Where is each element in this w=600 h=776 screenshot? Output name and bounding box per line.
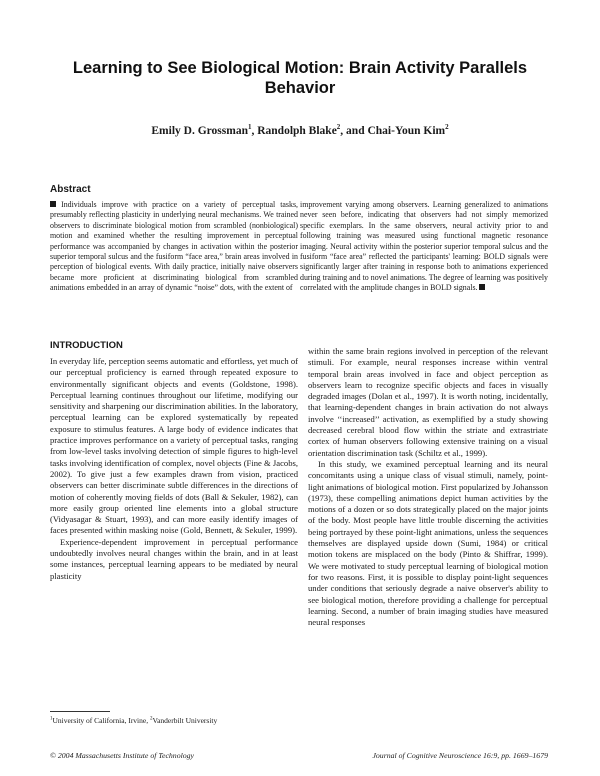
paragraph: Experience-dependent improvement in perceptual performance undoubtedly involves neural changes within the brain, and in at least some instances, perceptual learning appears to be mediated by neural plasticity bbox=[50, 536, 298, 581]
abstract-text-left: Individuals improve with practice on a variety of perceptual tasks, presumably reflecting plasticity in underlying neural mechanisms. We trained observers to discriminate biological motion from scrambled (nonbiological) motion and examined whether the resulting improvement in perceptual performance was accompanied by changes in activation within the posterior superior temporal sulcus and the fusiform “face area,” brain areas involved in perception of biological events. With daily practice, initially naive observers became more proficient at discriminating biological from scrambled animations embedded in an array of dynamic “noise” dots, with the extent of bbox=[50, 200, 298, 293]
paragraph: within the same brain regions involved in perception of the relevant stimuli. For example, neural responses increase within ventral temporal brain areas involved in face and object perception as observers learn to recognize specific objects and faces in visually degraded images (Dolan et al., 1997). It is worth noting, incidentally, that learning-dependent changes in brain activation do not always involve ‘‘increased’’ activation, as exemplified by a study showing decreased cerebral blood flow within the striate and extrastriate cortex of human observers following extensive training on a visual orientation discrimination task (Schiltz et al., 1999). bbox=[308, 346, 548, 458]
author-name: Randolph Blake bbox=[257, 124, 337, 137]
introduction-heading: INTRODUCTION bbox=[50, 340, 123, 351]
journal-citation-footer: Journal of Cognitive Neuroscience 16:9, pp. 1669–1679 bbox=[372, 751, 548, 760]
paper-title: Learning to See Biological Motion: Brain Activity Parallels Behavior bbox=[72, 59, 528, 97]
abstract-text-right: improvement varying among observers. Learning generalized to animations never seen before, indicating that observers had not simply memorized specific exemplars. In the same observers, neural activity prior to and following training was measured using functional magnetic resonance imaging. Neural activity within the posterior superior temporal sulcus and the fusiform “face area” reflected the participants' learning: BOLD signals were significantly larger after training in response both to animations experienced during training and to novel animations. The degree of learning was positively correlated with the amplitude changes in BOLD signals. bbox=[300, 200, 548, 293]
footnote-rule bbox=[50, 711, 110, 712]
affiliation-mark: 1 bbox=[247, 123, 252, 131]
affiliation-mark: 2 bbox=[336, 123, 341, 131]
body-right-column bbox=[308, 346, 548, 628]
end-square-icon bbox=[479, 284, 485, 290]
footnote-text: University of California, Irvine, bbox=[52, 716, 150, 725]
copyright-footer: © 2004 Massachusetts Institute of Technology bbox=[50, 751, 195, 760]
paragraph: In everyday life, perception seems automatic and effortless, yet much of our perceptual proficiency is earned through repeated exposure to environmentally significant objects and events (Goldstone, 1998). Perceptual learning continues throughout our lifetime, modifying our sensitivity and sharpening our discrimination abilities. In the laboratory, perceptual learning can be explored systematically by repeated exposure to stimulus features. A large body of evidence indicates that practice improves performance on a variety of perceptual tasks, ranging from low-level tasks involving detection of simple figures to high-level tasks involving identification of complex, novel objects (Fine & Jacobs, 2002). To give just a few examples drawn from vision, practiced observers can better discriminate subtle differences in the directions of motion of coherently moving fields of dots (Ball & Sekuler, 1982), can more easily group oriented line elements into a global structure (Vidyasagar & Stuart, 1993), and can more easily identify images of faces presented within masking noise (Gold, Bennett, & Sekuler, 1999). bbox=[50, 356, 299, 536]
affiliation-footnote bbox=[50, 716, 217, 725]
abstract-right-column bbox=[300, 200, 548, 294]
affiliation-mark: 2 bbox=[445, 123, 449, 131]
author-separator: , and bbox=[340, 124, 368, 137]
footnote-mark: 1 bbox=[50, 716, 53, 722]
author-list bbox=[60, 123, 540, 137]
start-square-icon bbox=[50, 201, 56, 207]
body-left-column bbox=[50, 356, 298, 582]
footnote-mark: 2 bbox=[149, 716, 153, 722]
paragraph: In this study, we examined perceptual learning and its neural concomitants using a unique class of visual stimuli, namely, point-light animations of biological motion. First popularized by Johansson (1973), these compelling animations depict human activities by the motions of a dozen or so dots strategically placed on the major joints of the body. Most people have little trouble discerning the activities being portrayed by these point-light animations, unless the sequences themselves are displayed upside down (Sumi, 1984) or critical motion tokens are misplaced on the body (Pinto & Shiffrar, 1999). We were motivated to study perceptual learning of biological motion for two reasons. First, it is possible to display point-light sequences under conditions that seriously degrade a naive observer's ability to see biological motion, therefore providing a challenge for perceptual learning. Second, a number of brain imaging studies have measured neural responses bbox=[308, 458, 548, 628]
abstract-left-column bbox=[50, 200, 298, 294]
author-separator: , bbox=[251, 124, 258, 137]
author-name: Chai-Youn Kim bbox=[367, 124, 446, 137]
footnote-text: Vanderbilt University bbox=[152, 716, 218, 725]
abstract-heading: Abstract bbox=[50, 184, 91, 195]
author-name: Emily D. Grossman bbox=[151, 124, 248, 137]
